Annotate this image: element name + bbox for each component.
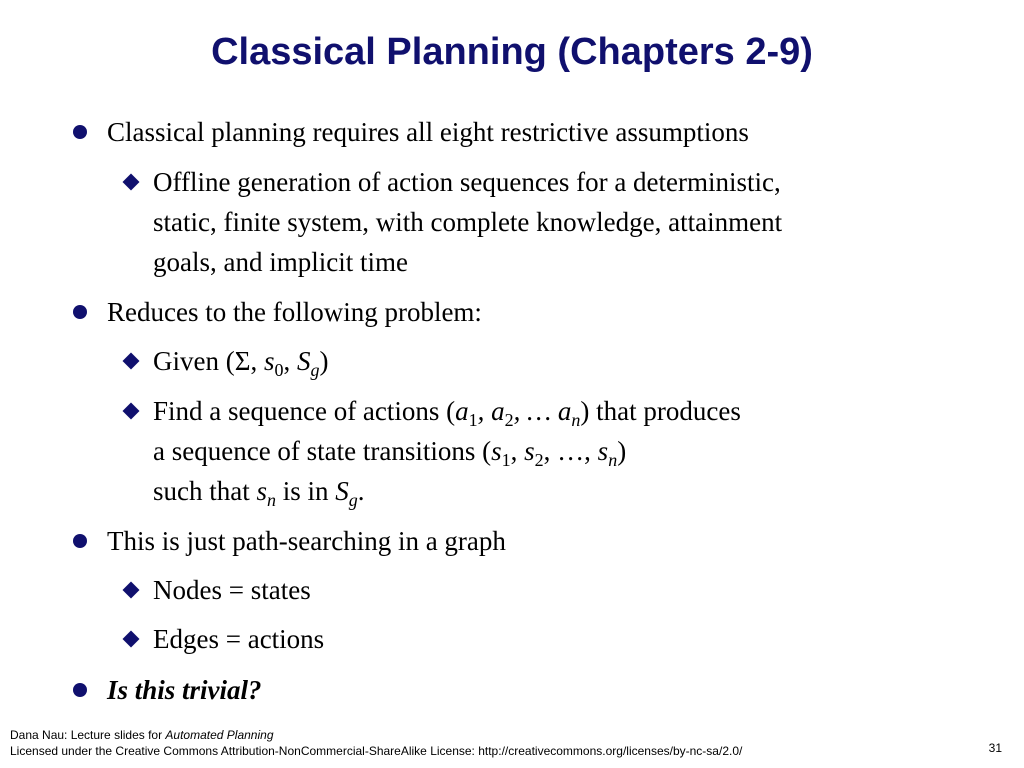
subscript: 2	[504, 410, 514, 430]
bullet-4-text: Is this trivial?	[107, 675, 262, 705]
bullet-dot	[73, 125, 87, 139]
subscript: 2	[534, 450, 544, 470]
bullet-1-sub-1-line-2: static, finite system, with complete knowledge, attainment	[153, 207, 783, 237]
bullet-3-sub-2: Edges = actions	[153, 624, 325, 654]
text-part: such that	[153, 476, 257, 506]
bullet-2-sub-1	[153, 341, 328, 390]
subscript: 0	[274, 360, 284, 380]
var-a: a	[557, 396, 572, 426]
text-part: ,	[477, 396, 492, 426]
subscript: 1	[501, 450, 511, 470]
text-part: is in	[276, 476, 336, 506]
diamond-bullet-icon	[123, 631, 140, 648]
separator: ,	[283, 346, 297, 376]
text-part: )	[617, 436, 627, 466]
footer-line-1	[10, 728, 274, 743]
bullet-dot	[73, 683, 87, 697]
subscript: g	[348, 490, 358, 510]
text-part: , …,	[543, 436, 598, 466]
var-s: s	[597, 436, 609, 466]
text-part: Find a sequence of actions (	[153, 396, 456, 426]
slide-title: Classical Planning (Chapters 2-9)	[211, 31, 813, 73]
diamond-bullet-icon	[123, 582, 140, 599]
subscript: n	[608, 450, 618, 470]
footer-book-title: Automated Planning	[165, 728, 274, 742]
diamond-bullet-icon	[123, 403, 140, 420]
footer-credit: Dana Nau: Lecture slides for	[10, 728, 166, 742]
text-part: .	[357, 476, 365, 506]
text-part: ) that produces	[580, 396, 741, 426]
var-S: S	[335, 476, 349, 506]
text-part: a sequence of state transitions (	[153, 436, 492, 466]
diamond-bullet-icon	[123, 174, 140, 191]
diamond-bullet-icon	[123, 353, 140, 370]
var-s: s	[256, 476, 267, 506]
subscript: 1	[468, 410, 478, 430]
bullet-dot	[73, 534, 87, 548]
var-S: S	[296, 346, 311, 376]
subscript: n	[571, 410, 581, 430]
close-paren: )	[319, 346, 329, 376]
footer-license: Licensed under the Creative Commons Attribution-NonCommercial-ShareAlike License: http://creativecommons.org/licenses/by-nc-sa/2.0/	[10, 744, 743, 758]
bullet-1-text: Classical planning requires all eight restrictive assumptions	[107, 117, 749, 147]
var-a: a	[491, 396, 505, 426]
page-number: 31	[988, 741, 1002, 755]
bullet-2-sub-2-line-3	[153, 471, 365, 520]
bullet-1-sub-1-line-3: goals, and implicit time	[153, 247, 408, 277]
var-s: s	[263, 346, 275, 376]
given-prefix: Given (Σ,	[153, 346, 264, 376]
var-a: a	[455, 396, 469, 426]
bullet-3-sub-1: Nodes = states	[153, 575, 311, 605]
var-s: s	[524, 436, 535, 466]
var-s: s	[491, 436, 502, 466]
subscript: g	[310, 360, 320, 380]
bullet-dot	[73, 305, 87, 319]
bullet-2-text: Reduces to the following problem:	[107, 297, 482, 327]
text-part: , …	[513, 396, 558, 426]
bullet-3-text: This is just path-searching in a graph	[107, 526, 506, 556]
subscript: n	[267, 490, 276, 510]
text-part: ,	[510, 436, 525, 466]
bullet-1-sub-1-line-1: Offline generation of action sequences for a deterministic,	[153, 167, 781, 197]
